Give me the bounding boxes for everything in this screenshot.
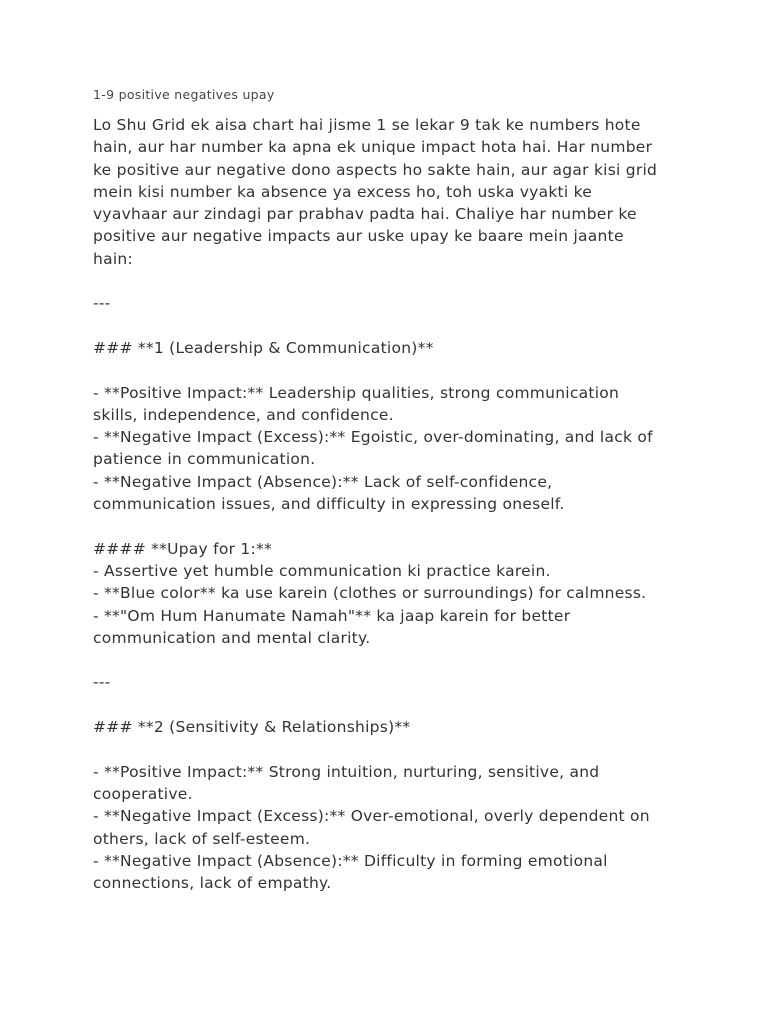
blank-line <box>93 738 693 760</box>
text-line: - **Negative Impact (Excess):** Over-emotional, overly dependent on <box>93 807 650 826</box>
text-line: hain: <box>93 249 133 268</box>
document-title: 1-9 positive negatives upay <box>93 87 275 102</box>
blank-line <box>93 515 693 537</box>
text-line: #### **Upay for 1:** <box>93 539 272 558</box>
text-line: - **Blue color** ka use karein (clothes or surroundings) for calmness. <box>93 584 647 603</box>
text-line: ke positive aur negative dono aspects ho sakte hain, aur agar kisi grid <box>93 160 658 179</box>
text-line: - **Negative Impact (Absence):** Difficulty in forming emotional <box>93 851 608 870</box>
text-line: Lo Shu Grid ek aisa chart hai jisme 1 se lekar 9 tak ke numbers hote <box>93 116 641 134</box>
text-line: positive aur negative impacts aur uske upay ke baare mein jaante <box>93 227 624 246</box>
document-body <box>93 114 693 894</box>
text-line: vyavhaar aur zindagi par prabhav padta hai. Chaliye har number ke <box>93 205 637 224</box>
text-line: cooperative. <box>93 784 193 803</box>
blank-line <box>93 694 693 716</box>
text-line: - **Negative Impact (Absence):** Lack of self-confidence, <box>93 472 553 491</box>
text-line: patience in communication. <box>93 450 316 469</box>
text-line: ### **1 (Leadership & Communication)** <box>93 338 434 357</box>
text-line: skills, independence, and confidence. <box>93 405 394 424</box>
blank-line <box>93 649 693 671</box>
blank-line <box>93 270 693 292</box>
text-line: - **Negative Impact (Excess):** Egoistic, over-dominating, and lack of <box>93 428 653 447</box>
text-line: ### **2 (Sensitivity & Relationships)** <box>93 718 411 737</box>
text-line: mein kisi number ka absence ya excess ho, toh uska vyakti ke <box>93 182 593 201</box>
text-line: communication issues, and difficulty in expressing oneself. <box>93 495 565 514</box>
text-line: hain, aur har number ka apna ek unique impact hota hai. Har number <box>93 138 653 157</box>
text-line: - **"Om Hum Hanumate Namah"** ka jaap karein for better <box>93 606 571 625</box>
text-line: communication and mental clarity. <box>93 628 371 647</box>
text-line: - Assertive yet humble communication ki practice karein. <box>93 561 551 580</box>
blank-line <box>93 315 693 337</box>
text-line: - **Positive Impact:** Strong intuition, nurturing, sensitive, and <box>93 762 600 781</box>
text-line: - **Positive Impact:** Leadership qualities, strong communication <box>93 383 620 402</box>
text-line: --- <box>93 673 111 692</box>
document-page <box>93 86 693 894</box>
text-line: others, lack of self-esteem. <box>93 829 311 848</box>
text-line: connections, lack of empathy. <box>93 874 332 893</box>
blank-line <box>93 359 693 381</box>
text-line: --- <box>93 294 111 313</box>
